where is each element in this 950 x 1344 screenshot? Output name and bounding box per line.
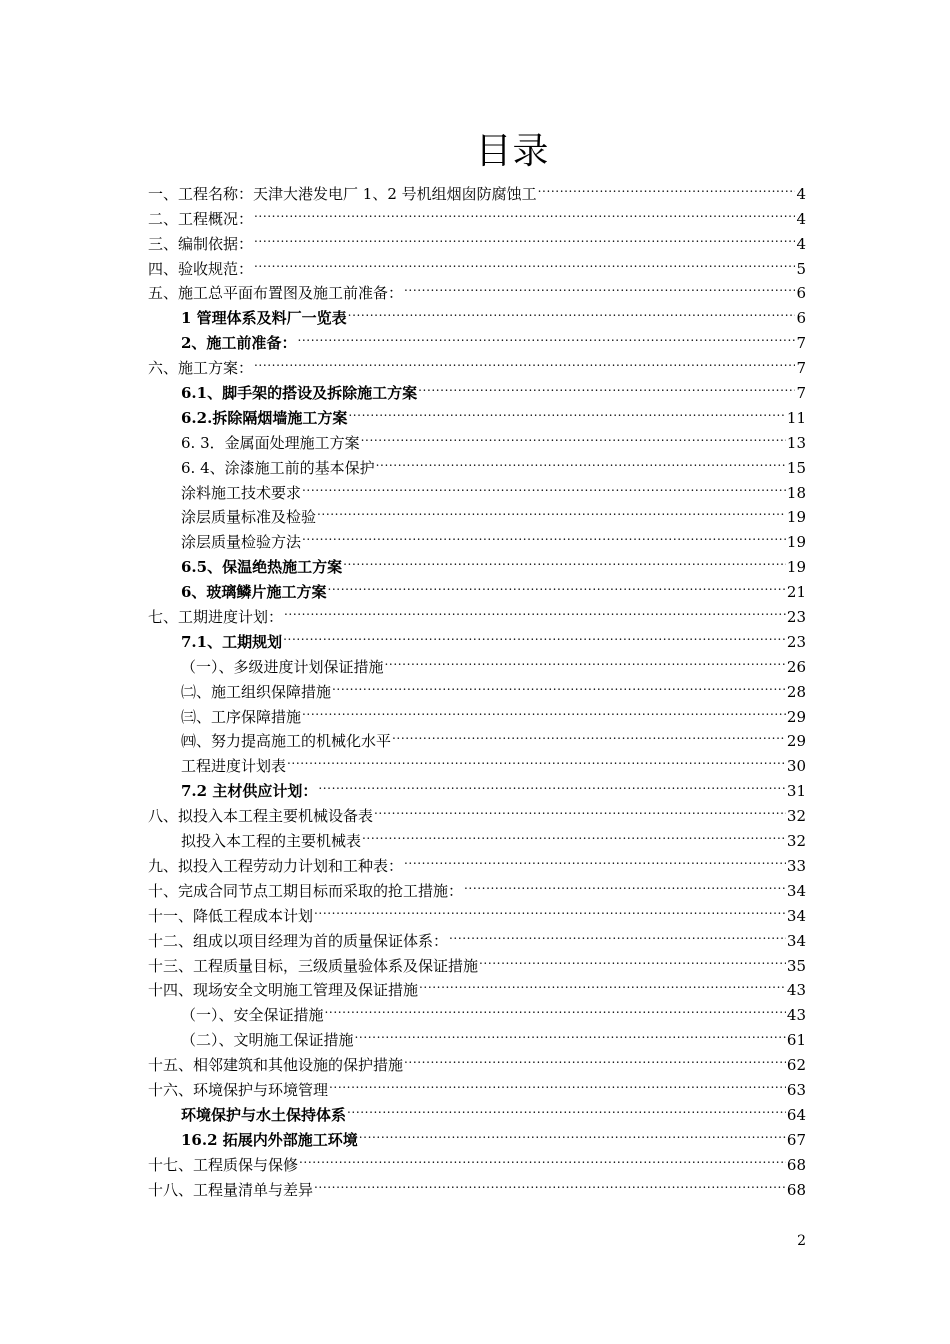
- toc-entry-page: 34: [786, 906, 806, 925]
- toc-dot-leader: [254, 249, 795, 274]
- toc-entry-label: 四、验收规范：: [148, 259, 254, 278]
- toc-entry-page: 6: [796, 284, 806, 303]
- page-number: 2: [797, 1233, 806, 1249]
- toc-dot-leader: [283, 622, 786, 647]
- toc-entry-page: 19: [786, 558, 806, 577]
- toc-entry-label: ㈢、工序保障措施: [181, 707, 302, 726]
- toc-entry-label: 二、工程概况：: [148, 209, 254, 228]
- toc-dot-leader: [287, 746, 786, 771]
- toc-entry-page: 64: [786, 1105, 806, 1124]
- toc-dot-leader: [418, 373, 795, 398]
- page-title: 目录: [475, 131, 550, 172]
- toc-dot-leader: [404, 274, 795, 299]
- toc-entry-page: 34: [786, 931, 806, 950]
- toc-entry-label: 涂料施工技术要求: [181, 483, 302, 502]
- toc-entry-page: 13: [786, 433, 806, 452]
- toc-entry-label: 五、施工总平面布置图及施工前准备：: [148, 284, 404, 303]
- toc-dot-leader: [419, 971, 786, 996]
- toc-dot-leader: [404, 846, 786, 871]
- toc-entry-page: 6: [796, 309, 806, 328]
- toc-dot-leader: [343, 547, 786, 572]
- toc-dot-leader: [284, 597, 786, 622]
- toc-entry-label: 三、编制依据：: [148, 234, 254, 253]
- toc-dot-leader: [449, 921, 786, 946]
- toc-entry-label: 十一、降低工程成本计划: [148, 906, 314, 925]
- toc-dot-leader: [314, 896, 786, 921]
- toc-entry-page: 5: [796, 259, 806, 278]
- toc-dot-leader: [361, 423, 786, 448]
- toc-entry-page: 32: [786, 807, 806, 826]
- toc-dot-leader: [327, 572, 785, 597]
- toc-entry-page: 63: [786, 1080, 806, 1099]
- toc-entry-label: 拟投入本工程的主要机械表: [181, 832, 362, 851]
- toc-entry-page: 29: [786, 707, 806, 726]
- toc-dot-leader: [538, 174, 796, 199]
- toc-entry-label: 工程进度计划表: [181, 757, 287, 776]
- toc-entry-page: 33: [786, 856, 806, 875]
- toc-entry-page: 68: [786, 1155, 806, 1174]
- toc-entry-label: 十二、组成以项目经理为首的质量保证体系：: [148, 931, 449, 950]
- toc-entry-label: 7.2 主材供应计划：: [181, 782, 318, 801]
- toc-entry-label: 6.1、脚手架的搭设及拆除施工方案: [181, 384, 418, 403]
- toc-entry-label: 2、施工前准备：: [181, 334, 297, 353]
- toc-entry-label: 涂层质量标准及检验: [181, 508, 317, 527]
- toc-entry-page: 4: [796, 234, 806, 253]
- toc-entry-page: 68: [786, 1180, 806, 1199]
- toc-dot-leader: [348, 298, 796, 323]
- toc-entry-label: 七、工期进度计划：: [148, 608, 284, 627]
- toc-entry-label: 十七、工程质保与保修: [148, 1155, 299, 1174]
- toc-dot-leader: [302, 522, 786, 547]
- toc-entry-label: 十、完成合同节点工期目标而采取的抢工措施：: [148, 881, 464, 900]
- toc-entry-page: 18: [786, 483, 806, 502]
- toc-dot-leader: [479, 946, 786, 971]
- toc-entry-page: 34: [786, 881, 806, 900]
- toc-entry-page: 19: [786, 533, 806, 552]
- toc-entry-page: 28: [786, 682, 806, 701]
- toc-dot-leader: [385, 647, 786, 672]
- toc-entry-page: 30: [786, 757, 806, 776]
- toc-dot-leader: [329, 1070, 786, 1095]
- toc-dot-leader: [254, 224, 795, 249]
- toc-entry-label: 16.2 拓展内外部施工环境: [181, 1130, 358, 1149]
- toc-dot-leader: [302, 473, 786, 498]
- toc-entry[interactable]: [148, 174, 806, 203]
- toc-dot-leader: [392, 722, 786, 747]
- toc-entry-page: 61: [786, 1031, 806, 1050]
- toc-entry-page: 32: [786, 832, 806, 851]
- toc-entry-label: （一）、多级进度计划保证措施: [181, 657, 384, 676]
- toc-entry-page: 67: [786, 1130, 806, 1149]
- toc-entry-label: 十六、环境保护与环境管理: [148, 1080, 329, 1099]
- toc-entry-page: 21: [786, 583, 806, 602]
- toc-entry-page: 19: [786, 508, 806, 527]
- toc-dot-leader: [317, 498, 786, 523]
- toc-entry-page: 35: [786, 956, 806, 975]
- toc-entry-label: 6. 3．金属面处理施工方案: [181, 433, 360, 452]
- toc-entry-page: 7: [796, 384, 806, 403]
- toc-entry-label: 6、玻璃鳞片施工方案: [181, 583, 327, 602]
- toc-dot-leader: [359, 1120, 786, 1145]
- toc-dot-leader: [362, 821, 786, 846]
- toc-entry-label: （一）、安全保证措施: [181, 1006, 324, 1025]
- toc-dot-leader: [254, 348, 795, 373]
- toc-entry-page: 7: [796, 334, 806, 353]
- toc-entry-page: 11: [786, 408, 806, 427]
- toc-entry-label: 十八、工程量清单与差异: [148, 1180, 314, 1199]
- toc-dot-leader: [297, 323, 795, 348]
- toc-dot-leader: [464, 871, 786, 896]
- toc-dot-leader: [355, 1020, 786, 1045]
- toc-entry-page: 4: [796, 209, 806, 228]
- toc-entry-page: 23: [786, 632, 806, 651]
- toc-entry-page: 43: [786, 1006, 806, 1025]
- toc-entry-page: 23: [786, 608, 806, 627]
- toc-entry-page: 43: [786, 981, 806, 1000]
- toc-dot-leader: [332, 672, 786, 697]
- toc-entry-label: 1 管理体系及料厂一览表: [181, 309, 347, 328]
- toc-dot-leader: [254, 199, 795, 224]
- toc-entry-page: 7: [796, 359, 806, 378]
- toc-entry-page: 15: [786, 458, 806, 477]
- toc-dot-leader: [347, 1095, 786, 1120]
- toc-entry-label: （二）、文明施工保证措施: [181, 1031, 354, 1050]
- toc-entry-label: 十三、工程质量目标，三级质量验体系及保证措施: [148, 956, 479, 975]
- toc-dot-leader: [299, 1145, 786, 1170]
- toc-entry-page: 62: [786, 1056, 806, 1075]
- toc-entry-label: ㈣、努力提高施工的机械化水平: [181, 732, 392, 751]
- toc-entry-label: ㈡、施工组织保障措施: [181, 682, 332, 701]
- toc-entry-page: 31: [786, 782, 806, 801]
- toc-entry-label: 6. 4、涂漆施工前的基本保护: [181, 458, 375, 477]
- toc-entry-label: 六、施工方案：: [148, 359, 254, 378]
- toc-dot-leader: [376, 448, 786, 473]
- toc-dot-leader: [374, 796, 786, 821]
- toc-entry-label: 环境保护与水土保持体系: [181, 1105, 347, 1124]
- toc-entry-label: 一、工程名称：天津大港发电厂 1、2 号机组烟囱防腐蚀工: [148, 184, 537, 203]
- toc-entry-label: 十五、相邻建筑和其他设施的保护措施: [148, 1056, 404, 1075]
- toc-entry-page: 4: [796, 184, 806, 203]
- toc-dot-leader: [325, 995, 786, 1020]
- toc-entry-label: 八、拟投入本工程主要机械设备表: [148, 807, 374, 826]
- toc-entry-label: 6.5、保温绝热施工方案: [181, 558, 343, 577]
- toc-entry-label: 涂层质量检验方法: [181, 533, 302, 552]
- toc-dot-leader: [314, 1170, 786, 1195]
- toc-dot-leader: [302, 697, 786, 722]
- toc-entry-page: 29: [786, 732, 806, 751]
- toc-dot-leader: [348, 398, 786, 423]
- table-of-contents: [148, 174, 806, 1199]
- toc-dot-leader: [404, 1045, 786, 1070]
- toc-entry-label: 九、拟投入工程劳动力计划和工种表：: [148, 856, 404, 875]
- toc-entry-page: 26: [786, 657, 806, 676]
- toc-entry-label: 十四、现场安全文明施工管理及保证措施: [148, 981, 419, 1000]
- toc-entry-label: 7.1、工期规划: [181, 632, 283, 651]
- toc-dot-leader: [318, 771, 786, 796]
- toc-entry-label: 6.2.拆除隔烟墙施工方案: [181, 408, 348, 427]
